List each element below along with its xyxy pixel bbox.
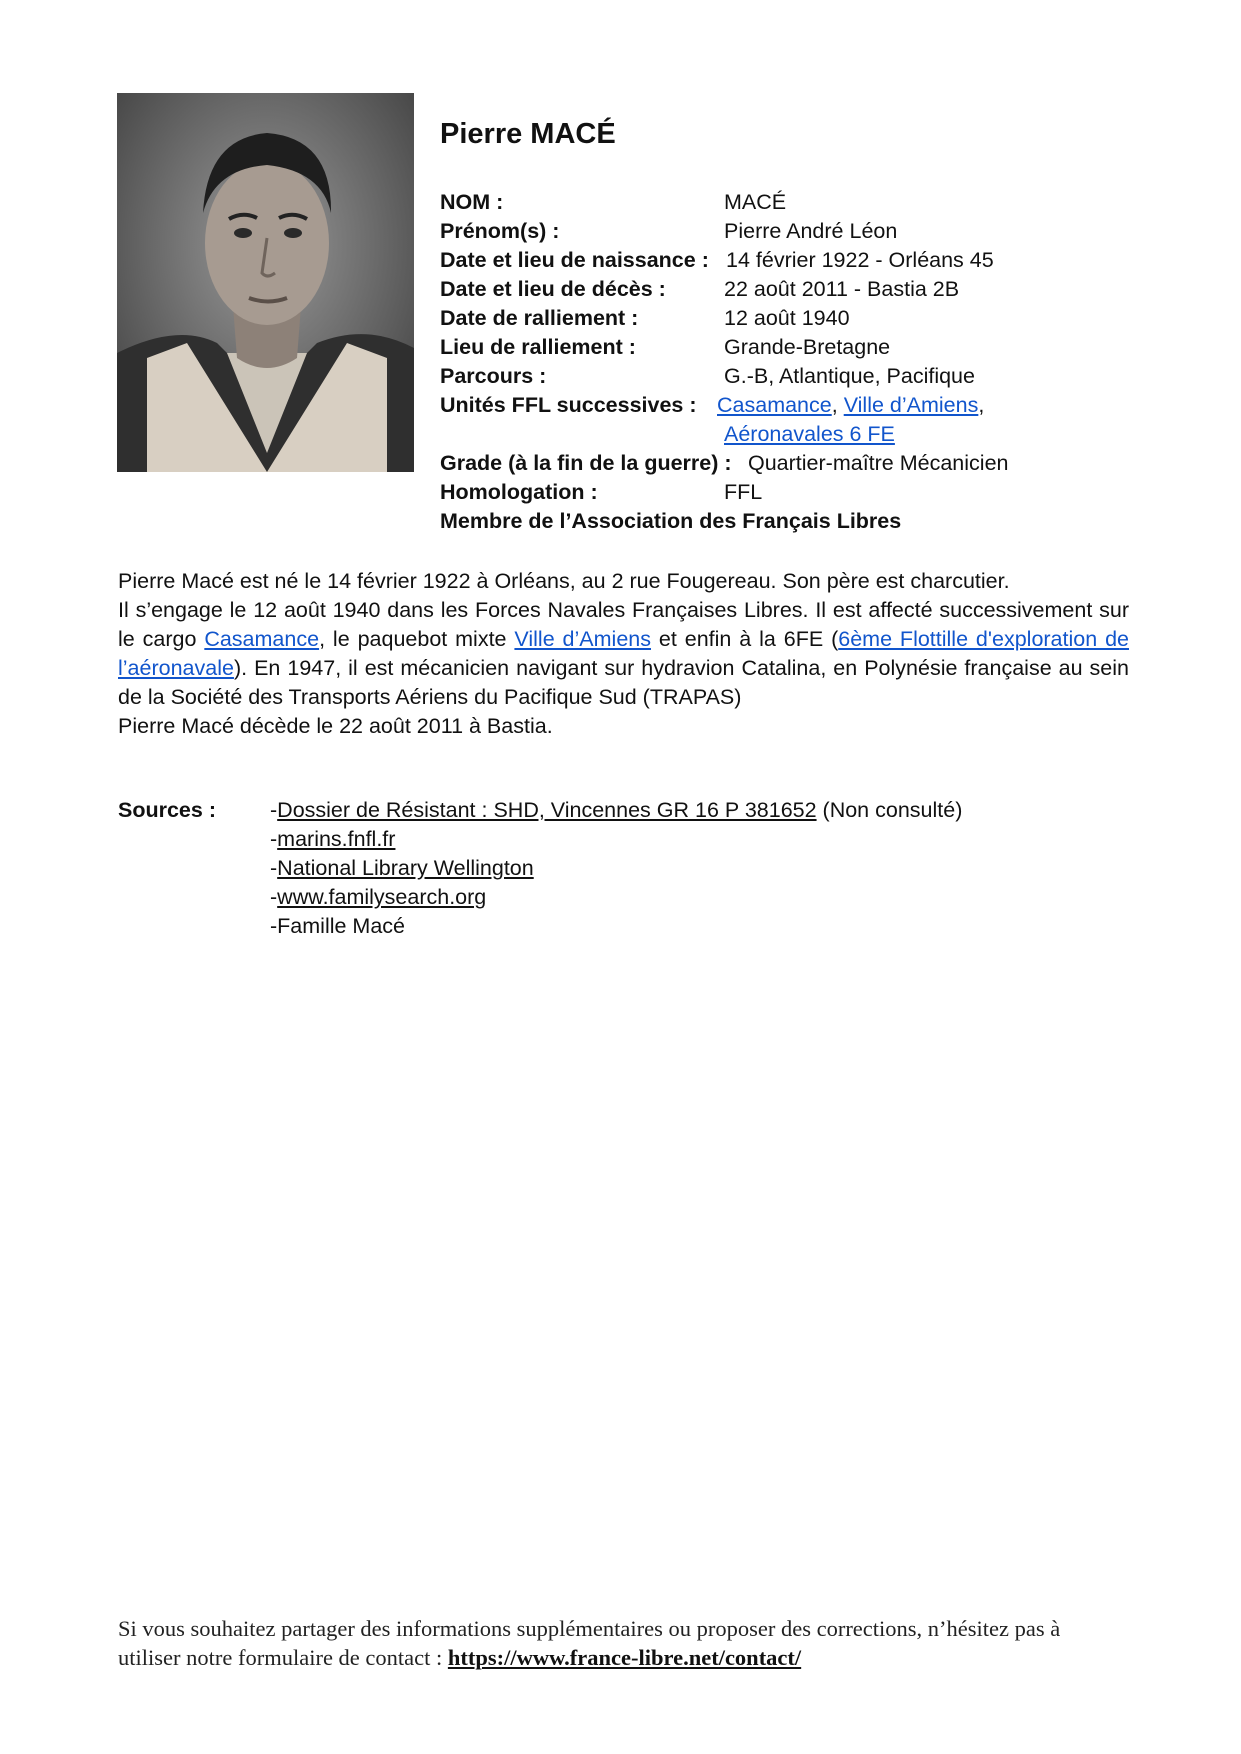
source-link-familysearch[interactable]: www.familysearch.org bbox=[277, 885, 487, 909]
fact-value: FFL bbox=[724, 480, 763, 504]
unit-separator: , bbox=[978, 393, 985, 417]
footer-note bbox=[118, 1614, 1128, 1672]
fact-row-grade bbox=[440, 449, 1009, 478]
source-item bbox=[270, 854, 1170, 883]
source-link-marins[interactable]: marins.fnfl.fr bbox=[277, 827, 396, 851]
fact-value: 12 août 1940 bbox=[724, 306, 850, 330]
source-suffix: (Non consulté) bbox=[816, 798, 963, 822]
fact-value-units-cont bbox=[724, 420, 895, 449]
fact-row-nom bbox=[440, 188, 901, 217]
source-dash: - bbox=[270, 827, 278, 851]
fact-label: Date et lieu de décès : bbox=[440, 277, 666, 301]
fact-value: Pierre André Léon bbox=[724, 219, 898, 243]
fact-label: Homologation : bbox=[440, 480, 598, 504]
biography bbox=[118, 567, 1129, 741]
fact-label: Grade (à la fin de la guerre) : bbox=[440, 451, 732, 475]
source-item bbox=[270, 912, 1170, 941]
fact-row-naissance bbox=[440, 246, 994, 275]
source-link-shd[interactable]: Dossier de Résistant : SHD, Vincennes GR 16 P 381652 bbox=[277, 798, 817, 822]
fact-value: Grande-Bretagne bbox=[724, 335, 891, 359]
fact-label: Unités FFL successives : bbox=[440, 393, 697, 417]
bio-text: et enfin à la 6FE ( bbox=[651, 627, 839, 651]
footer-text: Si vous souhaitez partager des informations supplémentaires ou proposer des corrections, n’hésitez pas à utiliser notre formulaire de contact : bbox=[118, 1616, 1061, 1670]
source-dash: - bbox=[270, 856, 278, 880]
source-item bbox=[270, 796, 1170, 825]
fact-row-parcours bbox=[440, 362, 975, 391]
contact-link[interactable]: https://www.france-libre.net/contact/ bbox=[447, 1645, 802, 1670]
bio-paragraph-birth: Pierre Macé est né le 14 février 1922 à Orléans, au 2 rue Fougereau. Son père est charcutier. bbox=[118, 569, 1010, 593]
source-item bbox=[270, 825, 1170, 854]
fact-row-date-ralliement bbox=[440, 304, 901, 333]
source-link-library[interactable]: National Library Wellington bbox=[277, 856, 534, 880]
fact-label: Membre de l’Association des Français Libres bbox=[440, 509, 902, 533]
page-title: Pierre MACÉ bbox=[440, 118, 616, 150]
unit-link-casamance[interactable]: Casamance bbox=[717, 393, 832, 417]
sources-label: Sources : bbox=[118, 798, 216, 822]
source-text-famille: Famille Macé bbox=[277, 914, 406, 938]
fact-value: Quartier-maître Mécanicien bbox=[748, 451, 1009, 475]
fact-value: MACÉ bbox=[724, 190, 787, 214]
source-item bbox=[270, 883, 1170, 912]
bio-paragraph-service bbox=[118, 596, 1129, 712]
fact-value: 14 février 1922 - Orléans 45 bbox=[726, 248, 994, 272]
unit-separator: , bbox=[831, 393, 838, 417]
facts-table bbox=[440, 188, 1009, 536]
bio-text: ). En 1947, il est mécanicien navigant sur hydravion Catalina, en Polynésie française au sein de la Société des Transports Aériens du Pacifique Sud (TRAPAS) bbox=[118, 656, 1129, 709]
bio-link-ville-amiens[interactable]: Ville d’Amiens bbox=[514, 627, 651, 651]
fact-value: G.-B, Atlantique, Pacifique bbox=[724, 364, 975, 388]
source-dash: - bbox=[270, 798, 278, 822]
fact-row-lieu-ralliement bbox=[440, 333, 901, 362]
fact-label: Date et lieu de naissance : bbox=[440, 248, 709, 272]
unit-link-ville-amiens[interactable]: Ville d’Amiens bbox=[843, 393, 979, 417]
unit-link-aeronavales[interactable]: Aéronavales 6 FE bbox=[724, 422, 895, 446]
source-dash: - bbox=[270, 885, 278, 909]
sources-list bbox=[270, 796, 1170, 941]
fact-row-homologation bbox=[440, 478, 901, 507]
fact-label: Lieu de ralliement : bbox=[440, 335, 636, 359]
fact-row-deces bbox=[440, 275, 960, 304]
fact-row-membre bbox=[440, 507, 901, 536]
bio-link-casamance[interactable]: Casamance bbox=[204, 627, 320, 651]
fact-value-units bbox=[717, 391, 984, 420]
bio-link-flottille[interactable]: 6ème Flottille d'exploration de l’aéronavale bbox=[118, 627, 1129, 680]
fact-value: 22 août 2011 - Bastia 2B bbox=[724, 277, 960, 301]
bio-text: , le paquebot mixte bbox=[319, 627, 515, 651]
portrait-illustration bbox=[117, 93, 414, 472]
portrait-photo bbox=[117, 93, 414, 472]
fact-row-unites bbox=[440, 391, 985, 449]
source-dash: - bbox=[270, 914, 278, 938]
fact-label: NOM : bbox=[440, 190, 504, 214]
fact-row-prenoms bbox=[440, 217, 901, 246]
bio-paragraph-death: Pierre Macé décède le 22 août 2011 à Bastia. bbox=[118, 714, 553, 738]
fact-label: Date de ralliement : bbox=[440, 306, 639, 330]
bio-text: Il s’engage le 12 août 1940 dans les Forces Navales Françaises Libres. Il est affecté successivement sur le cargo bbox=[118, 598, 1129, 651]
fact-label: Prénom(s) : bbox=[440, 219, 560, 243]
fact-label: Parcours : bbox=[440, 364, 547, 388]
